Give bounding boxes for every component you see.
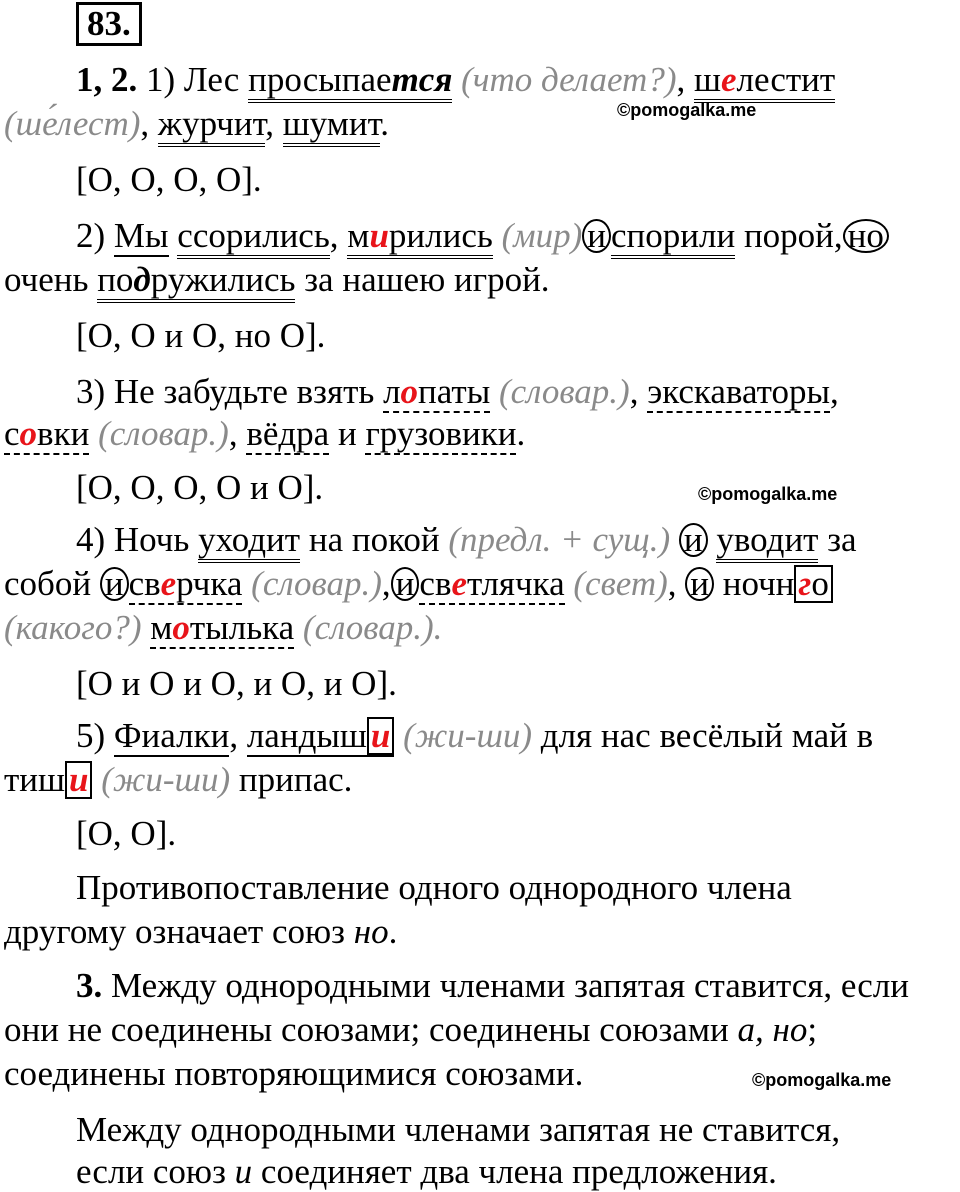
paragraph-2-line-2: очень подружились за нашею игрой.: [4, 260, 550, 300]
scheme-3: [О, О, О, О и О].: [76, 468, 324, 507]
paragraph-4-line-3: [4, 608, 442, 648]
predicate: просыпается: [248, 60, 452, 103]
hint: (какого?): [4, 608, 142, 647]
paragraph-4-line-1: 4) Ночь уходит на покой (предл. + сущ.) и уводит за: [76, 520, 857, 560]
hint: (мир): [501, 216, 583, 255]
item-number: 1): [146, 60, 176, 99]
word: Лес: [183, 60, 240, 99]
ending-box: го: [794, 565, 832, 603]
rule-1-line-1: 3. Между однородными членами запятая ставится, если: [76, 966, 910, 1005]
conjunction-circle: и: [685, 567, 714, 601]
conjunction-circle: и: [100, 567, 129, 601]
predicate: спорили: [611, 216, 735, 259]
object: светлячка: [419, 564, 565, 603]
scheme-1: [О, О, О, О].: [76, 160, 262, 199]
conjunction-circle: и: [679, 523, 708, 557]
object: совки: [4, 414, 90, 453]
conjunction-circle: и: [391, 567, 420, 601]
hint: (свет): [573, 564, 668, 603]
hint: (словар.): [98, 414, 229, 453]
predicate: ссорились: [177, 216, 330, 259]
object: сверчка: [128, 564, 243, 603]
note-line-2: другому означает союз но.: [4, 912, 398, 951]
predicate: уводит: [716, 520, 818, 563]
paragraph-3-line-1: 3) Не забудьте взять лопаты (словар.), экскаваторы,: [76, 372, 839, 411]
paragraph-3-line-2: совки (словар.), вёдра и грузовики.: [4, 414, 526, 453]
conjunction-circle: но: [843, 219, 889, 253]
hint: (жи-ши): [403, 716, 533, 755]
watermark: ©pomogalka.me: [698, 484, 838, 504]
object: вёдра: [246, 414, 330, 453]
predicate: уходит: [198, 520, 300, 563]
subject: ландыш и: [247, 716, 394, 757]
scheme-4: [О и О и О, и О, и О].: [76, 664, 397, 703]
hint: (словар.).: [302, 608, 443, 647]
predicate: шелестит: [694, 60, 835, 103]
object: грузовики: [365, 414, 517, 453]
note-line-1: Противопоставление одного однородного члена: [76, 868, 792, 907]
object: мотылька: [150, 608, 295, 647]
object: экскаваторы: [647, 372, 830, 411]
subject: Фиалки: [113, 716, 230, 755]
hint: (жи-ши): [101, 760, 231, 799]
paragraph-2-line-1: 2) Мы ссорились, мирились (мир) и спорили порой, но: [76, 216, 889, 256]
hint: (словар.): [251, 564, 382, 603]
rule-1-line-3: соединены повторяющимися союзами.: [4, 1054, 584, 1093]
conjunction-circle: и: [582, 219, 611, 253]
object: лопаты: [383, 372, 491, 411]
rule-2-line-2: если союз и соединяет два члена предложения.: [76, 1152, 777, 1191]
paragraph-4-line-2: собой и сверчка (словар.), и светлячка (свет), и ночн го: [4, 564, 833, 604]
predicate: подружились: [97, 260, 295, 303]
paragraph-1-line-1: 1, 2. 1) Лес просыпается (что делает?), шелестит: [76, 60, 835, 100]
predicate: шумит: [283, 104, 381, 147]
rule-1-line-2: они не соединены союзами; соединены союзами а, но;: [4, 1010, 818, 1049]
hint: (словар.): [498, 372, 630, 411]
subject: Мы: [113, 216, 169, 255]
hint: (что делает?): [461, 60, 677, 99]
hint: (ше́лест): [4, 104, 141, 143]
watermark: ©pomogalka.me: [617, 100, 757, 120]
paragraph-5-line-2: тиш и (жи-ши) припас.: [4, 760, 353, 799]
task-number: 83.: [76, 2, 142, 46]
scheme-2: [О, О и О, но О].: [76, 316, 326, 355]
predicate: журчит: [158, 104, 265, 147]
paragraph-1-line-2: (ше́лест), журчит, шумит.: [4, 104, 389, 144]
rule-2-line-1: Между однородными членами запятая не ставится,: [76, 1110, 841, 1149]
hint: (предл. + сущ.): [448, 520, 671, 559]
scheme-5: [О, О].: [76, 814, 177, 853]
paragraph-5-line-1: 5) Фиалки, ландыш и (жи-ши) для нас весёлый май в: [76, 716, 874, 755]
predicate: мирились: [347, 216, 493, 259]
watermark: ©pomogalka.me: [752, 1070, 892, 1090]
section-label: 1, 2.: [76, 60, 138, 99]
